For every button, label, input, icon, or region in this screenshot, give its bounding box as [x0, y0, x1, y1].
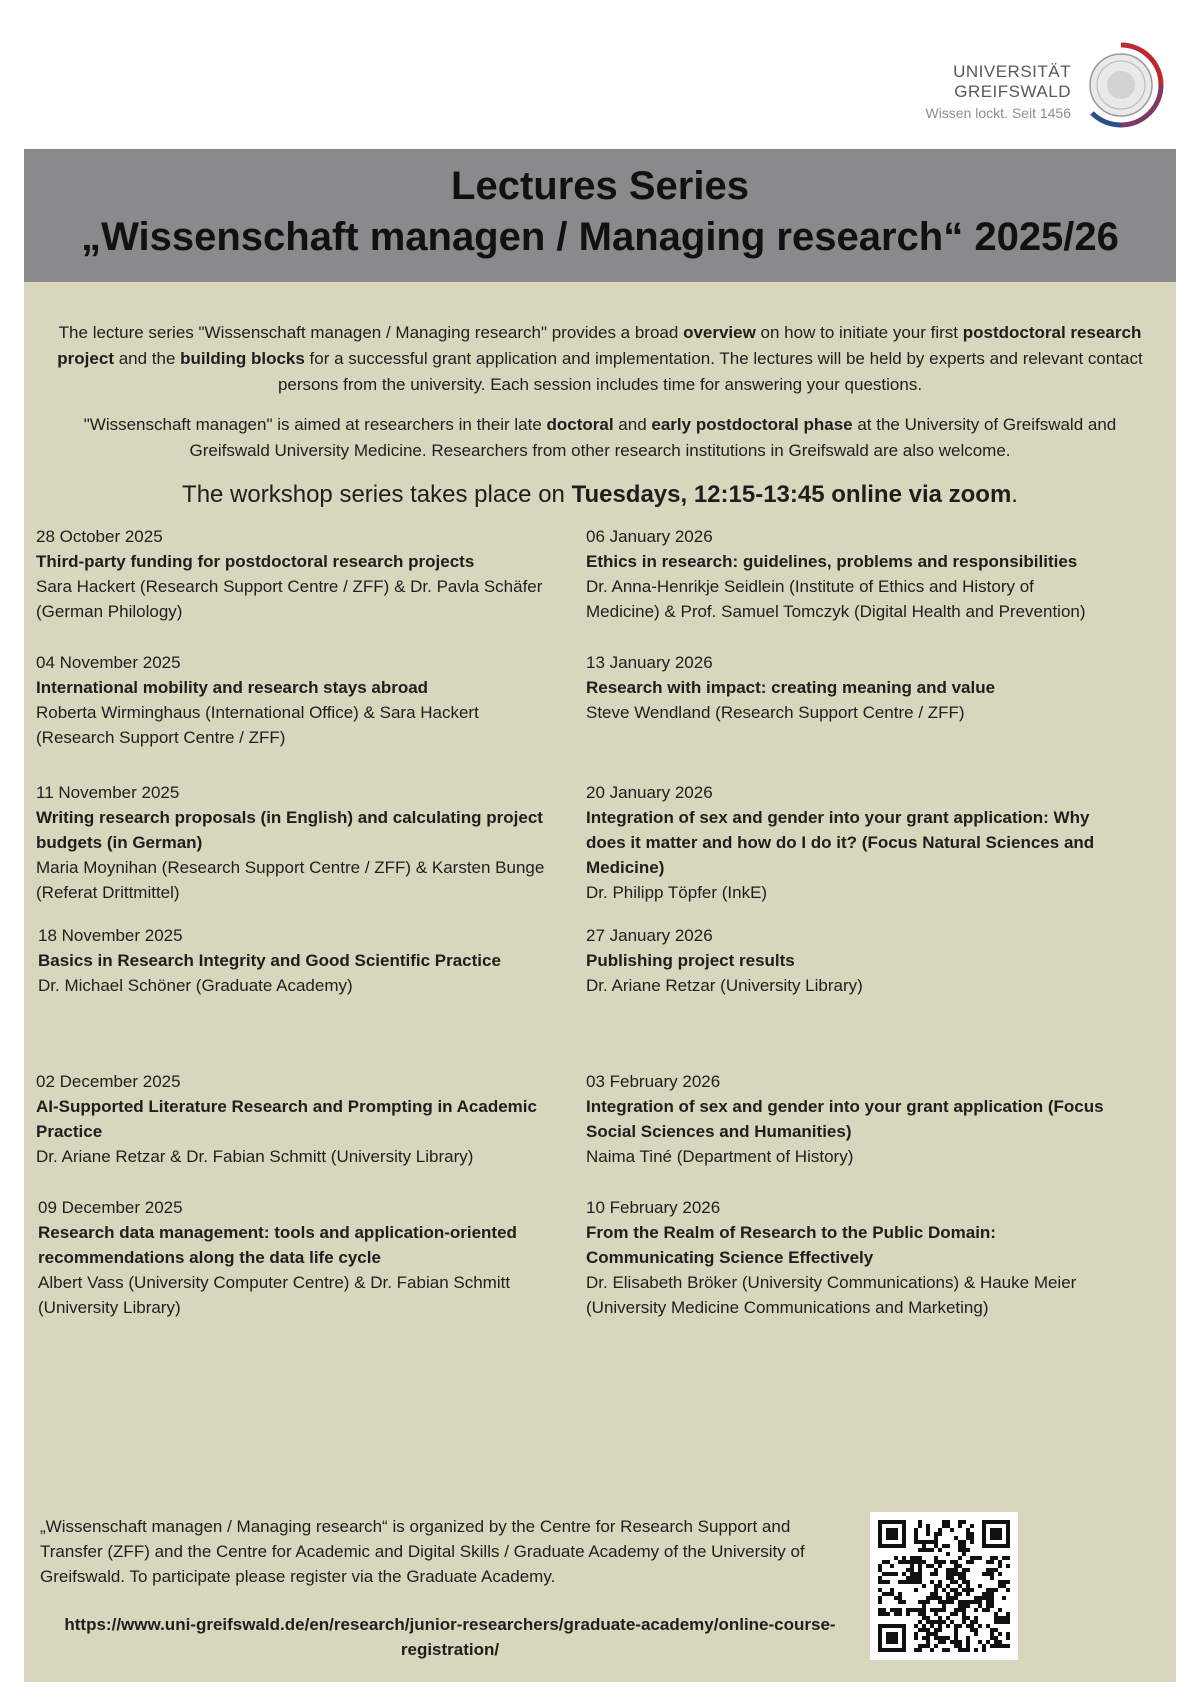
- content-panel: [24, 282, 1176, 1682]
- university-tagline: Wissen lockt. Seit 1456: [925, 105, 1071, 121]
- lecture-date: 10 February 2026: [586, 1198, 721, 1217]
- lecture-entry: [586, 1195, 1106, 1320]
- body-text: and the: [113, 349, 181, 368]
- lecture-speakers: Dr. Elisabeth Bröker (University Communications) & Hauke Meier (University Medicine Communications and Marketing): [586, 1273, 1077, 1317]
- lecture-speakers: Sara Hackert (Research Support Centre / ZFF) & Dr. Pavla Schäfer (German Philology): [36, 577, 543, 621]
- page-subtitle: „Wissenschaft managen / Managing research“ 2025/26: [81, 215, 1119, 259]
- lecture-speakers: Albert Vass (University Computer Centre) & Dr. Fabian Schmitt (University Library): [38, 1273, 511, 1317]
- lecture-title: Third-party funding for postdoctoral research projects: [36, 552, 475, 571]
- lecture-date: 04 November 2025: [36, 653, 181, 672]
- lecture-title: International mobility and research stays abroad: [36, 678, 429, 697]
- emphasis-text: early postdoctoral phase: [651, 415, 853, 434]
- lecture-title: Research data management: tools and application-oriented recommendations along the data life cycle: [38, 1223, 517, 1267]
- lecture-date: 03 February 2026: [586, 1072, 721, 1091]
- lecture-entry: [36, 1069, 556, 1169]
- lecture-date: 02 December 2025: [36, 1072, 181, 1091]
- lecture-title: Integration of sex and gender into your grant application (Focus Social Sciences and Humanities): [586, 1097, 1104, 1141]
- lecture-entry: [586, 650, 1106, 725]
- schedule-note: [46, 480, 1154, 510]
- lecture-entry: [586, 923, 1106, 998]
- lecture-date: 11 November 2025: [36, 783, 180, 802]
- university-logo: [846, 40, 1166, 130]
- body-text: and: [613, 415, 652, 434]
- registration-link[interactable]: https://www.uni-greifswald.de/en/research/junior-researchers/graduate-academy/online-course-registration/: [64, 1615, 836, 1659]
- body-text: at the University of Greifswald and Greifswald University Medicine. Researchers from other research institutions in Greifswald are also welcome.: [189, 415, 1117, 460]
- lecture-entry: [586, 780, 1106, 905]
- lecture-title: Ethics in research: guidelines, problems and responsibilities: [586, 552, 1078, 571]
- lecture-speakers: Dr. Anna-Henrikje Seidlein (Institute of Ethics and History of Medicine) & Prof. Samuel Tomczyk (Digital Health and Prevention): [586, 577, 1086, 621]
- organizer-note: „Wissenschaft managen / Managing research“ is organized by the Centre for Research Support and Transfer (ZFF) and the Centre for Academic and Digital Skills / Graduate Academy of the University of Greifswald. To participate please register via the Graduate Academy.: [40, 1517, 805, 1586]
- lecture-date: 13 January 2026: [586, 653, 713, 672]
- lecture-date: 20 January 2026: [586, 783, 713, 802]
- body-text: "Wissenschaft managen" is aimed at researchers in their late: [83, 415, 547, 434]
- lecture-title: Writing research proposals (in English) and calculating project budgets (in German): [36, 808, 543, 852]
- lecture-entry: [36, 650, 556, 750]
- lecture-title: Basics in Research Integrity and Good Scientific Practice: [38, 951, 501, 970]
- lecture-speakers: Maria Moynihan (Research Support Centre / ZFF) & Karsten Bunge (Referat Drittmittel): [36, 858, 545, 902]
- body-text: The lecture series "Wissenschaft managen / Managing research" provides a broad: [58, 323, 684, 342]
- lecture-speakers: Roberta Wirminghaus (International Office) & Sara Hackert (Research Support Centre / ZFF): [36, 703, 479, 747]
- lecture-date: 28 October 2025: [36, 527, 163, 546]
- lecture-entry: [586, 1069, 1106, 1169]
- lecture-date: 27 January 2026: [586, 926, 713, 945]
- lecture-entry: [38, 1195, 558, 1320]
- emphasis-text: postdoctoral research project: [57, 323, 1142, 368]
- lecture-speakers: Dr. Philipp Töpfer (InkE): [586, 883, 768, 902]
- lecture-speakers: Dr. Michael Schöner (Graduate Academy): [38, 976, 353, 995]
- lecture-title: AI-Supported Literature Research and Prompting in Academic Practice: [36, 1097, 537, 1141]
- body-text: on how to initiate your first: [755, 323, 963, 342]
- qr-code-icon[interactable]: [870, 1512, 1018, 1660]
- lecture-speakers: Dr. Ariane Retzar (University Library): [586, 976, 863, 995]
- body-text: for a successful grant application and implementation. The lectures will be held by experts and relevant contact persons from the university. Each session includes time for answering your questions.: [277, 349, 1143, 394]
- emphasis-text: overview: [683, 323, 756, 342]
- university-name: UNIVERSITÄT GREIFSWALD: [953, 62, 1071, 101]
- lecture-speakers: Naima Tiné (Department of History): [586, 1147, 854, 1166]
- lecture-entry: [38, 923, 558, 998]
- emphasis-text: Tuesdays, 12:15-13:45 online via zoom: [571, 481, 1012, 508]
- lecture-date: 18 November 2025: [38, 926, 183, 945]
- lecture-entry: [36, 524, 556, 624]
- lecture-title: Research with impact: creating meaning and value: [586, 678, 996, 697]
- lecture-title: Publishing project results: [586, 951, 795, 970]
- lecture-speakers: Steve Wendland (Research Support Centre / ZFF): [586, 703, 965, 722]
- page-title: Lectures Series: [451, 164, 749, 208]
- university-seal-icon: [1076, 40, 1166, 130]
- lecture-title: Integration of sex and gender into your grant application: Why does it matter and how do I do it? (Focus Natural Sciences and Medicine): [586, 808, 1095, 877]
- lecture-title: From the Realm of Research to the Public Domain: Communicating Science Effectively: [586, 1223, 996, 1267]
- lecture-date: 09 December 2025: [38, 1198, 183, 1217]
- intro-paragraph: [46, 320, 1154, 398]
- body-text: .: [1011, 481, 1018, 508]
- lecture-entry: [586, 524, 1106, 624]
- emphasis-text: doctoral: [546, 415, 614, 434]
- body-text: The workshop series takes place on: [182, 481, 572, 508]
- audience-paragraph: [46, 412, 1154, 464]
- lecture-date: 06 January 2026: [586, 527, 713, 546]
- lecture-entry: [36, 780, 556, 905]
- lecture-speakers: Dr. Ariane Retzar & Dr. Fabian Schmitt (University Library): [36, 1147, 474, 1166]
- emphasis-text: building blocks: [180, 349, 305, 368]
- title-banner: [24, 149, 1176, 282]
